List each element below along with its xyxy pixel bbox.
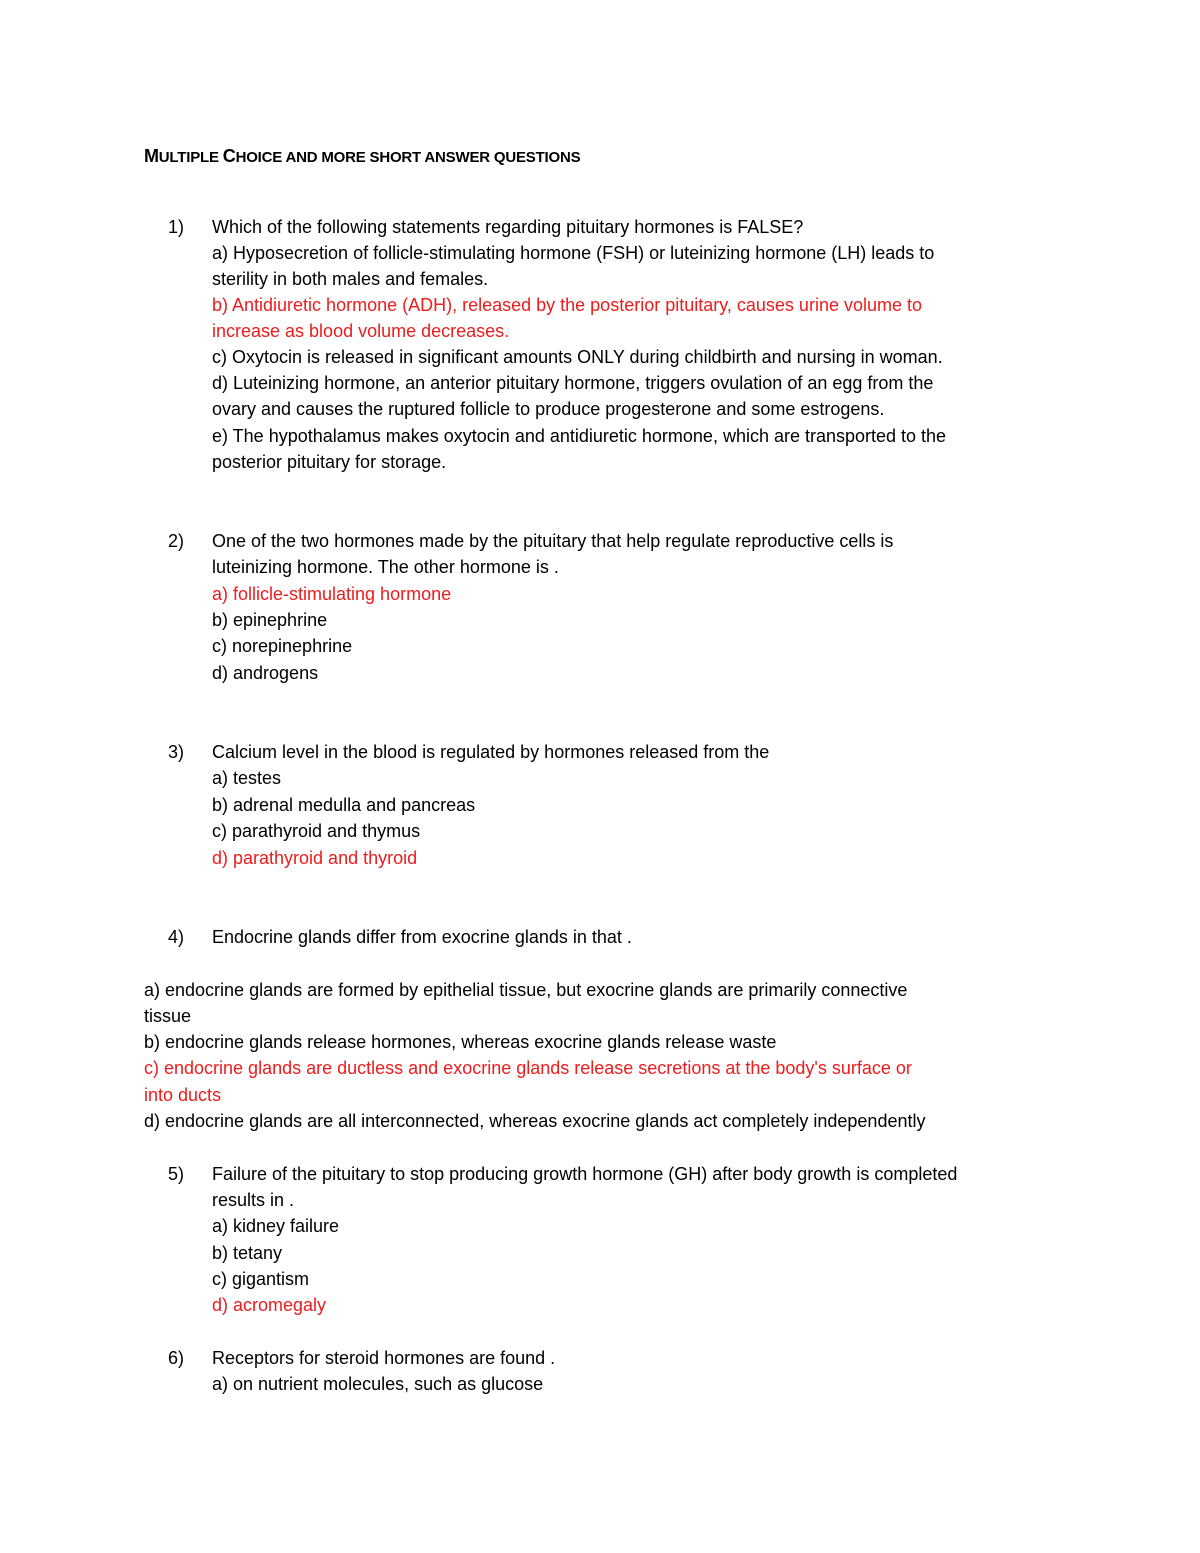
question-4-option: b) endocrine glands release hormones, whereas exocrine glands release waste	[144, 1032, 777, 1052]
question-1-option: ovary and causes the ruptured follicle to produce progesterone and some estrogens.	[212, 399, 885, 419]
question-number: 2)	[168, 531, 185, 551]
question-4-answer: into ducts	[144, 1085, 222, 1105]
question-1-option: a) Hyposecretion of follicle-stimulating hormone (FSH) or luteinizing hormone (LH) leads to	[212, 243, 935, 263]
question-3-option: a) testes	[212, 768, 282, 788]
question-5-stem: results in .	[212, 1190, 295, 1210]
question-4-answer: c) endocrine glands are ductless and exocrine glands release secretions at the body's surface or	[144, 1058, 912, 1078]
question-2-option: c) norepinephrine	[212, 636, 353, 656]
question-1-option: c) Oxytocin is released in significant amounts ONLY during childbirth and nursing in woman.	[212, 347, 943, 367]
question-2-option: b) epinephrine	[212, 610, 328, 630]
question-number: 4)	[168, 927, 185, 947]
heading-cap-2: C	[222, 146, 236, 166]
question-2-option: d) androgens	[212, 663, 319, 683]
question-5-option: b) tetany	[212, 1243, 283, 1263]
question-3-option: b) adrenal medulla and pancreas	[212, 795, 476, 815]
question-4-option: tissue	[144, 1006, 192, 1026]
question-4-stem: Endocrine glands differ from exocrine glands in that .	[212, 927, 632, 947]
question-number: 3)	[168, 742, 185, 762]
section-heading	[144, 146, 580, 167]
question-3-stem: Calcium level in the blood is regulated by hormones released from the	[212, 742, 770, 762]
heading-rest-2: HOICE AND MORE SHORT ANSWER QUESTIONS	[235, 149, 581, 166]
question-1-option: d) Luteinizing hormone, an anterior pituitary hormone, triggers ovulation of an egg from the	[212, 373, 934, 393]
question-5-answer: d) acromegaly	[212, 1295, 327, 1315]
question-number: 5)	[168, 1164, 185, 1184]
question-2-stem: luteinizing hormone. The other hormone is .	[212, 557, 559, 577]
question-1-answer: increase as blood volume decreases.	[212, 321, 510, 341]
question-number: 6)	[168, 1348, 185, 1368]
question-1-option: sterility in both males and females.	[212, 269, 489, 289]
question-1-answer: b) Antidiuretic hormone (ADH), released by the posterior pituitary, causes urine volume to	[212, 295, 922, 315]
heading-rest-1: ULTIPLE	[158, 149, 223, 166]
question-5-option: a) kidney failure	[212, 1216, 340, 1236]
question-2-answer: a) follicle-stimulating hormone	[212, 584, 452, 604]
question-4-option: a) endocrine glands are formed by epithelial tissue, but exocrine glands are primarily connective	[144, 980, 908, 1000]
question-5-option: c) gigantism	[212, 1269, 310, 1289]
question-6-option: a) on nutrient molecules, such as glucose	[212, 1374, 544, 1394]
question-3-answer: d) parathyroid and thyroid	[212, 848, 418, 868]
question-2-stem: One of the two hormones made by the pituitary that help regulate reproductive cells is	[212, 531, 894, 551]
question-3-option: c) parathyroid and thymus	[212, 821, 421, 841]
question-4-option: d) endocrine glands are all interconnected, whereas exocrine glands act completely independently	[144, 1111, 926, 1131]
question-5-stem: Failure of the pituitary to stop producing growth hormone (GH) after body growth is completed	[212, 1164, 958, 1184]
question-1-option: e) The hypothalamus makes oxytocin and antidiuretic hormone, which are transported to the	[212, 426, 947, 446]
question-1-stem: Which of the following statements regarding pituitary hormones is FALSE?	[212, 217, 804, 237]
question-1-option: posterior pituitary for storage.	[212, 452, 447, 472]
question-number: 1)	[168, 217, 185, 237]
heading-cap-1: M	[144, 146, 159, 166]
question-6-stem: Receptors for steroid hormones are found .	[212, 1348, 556, 1368]
